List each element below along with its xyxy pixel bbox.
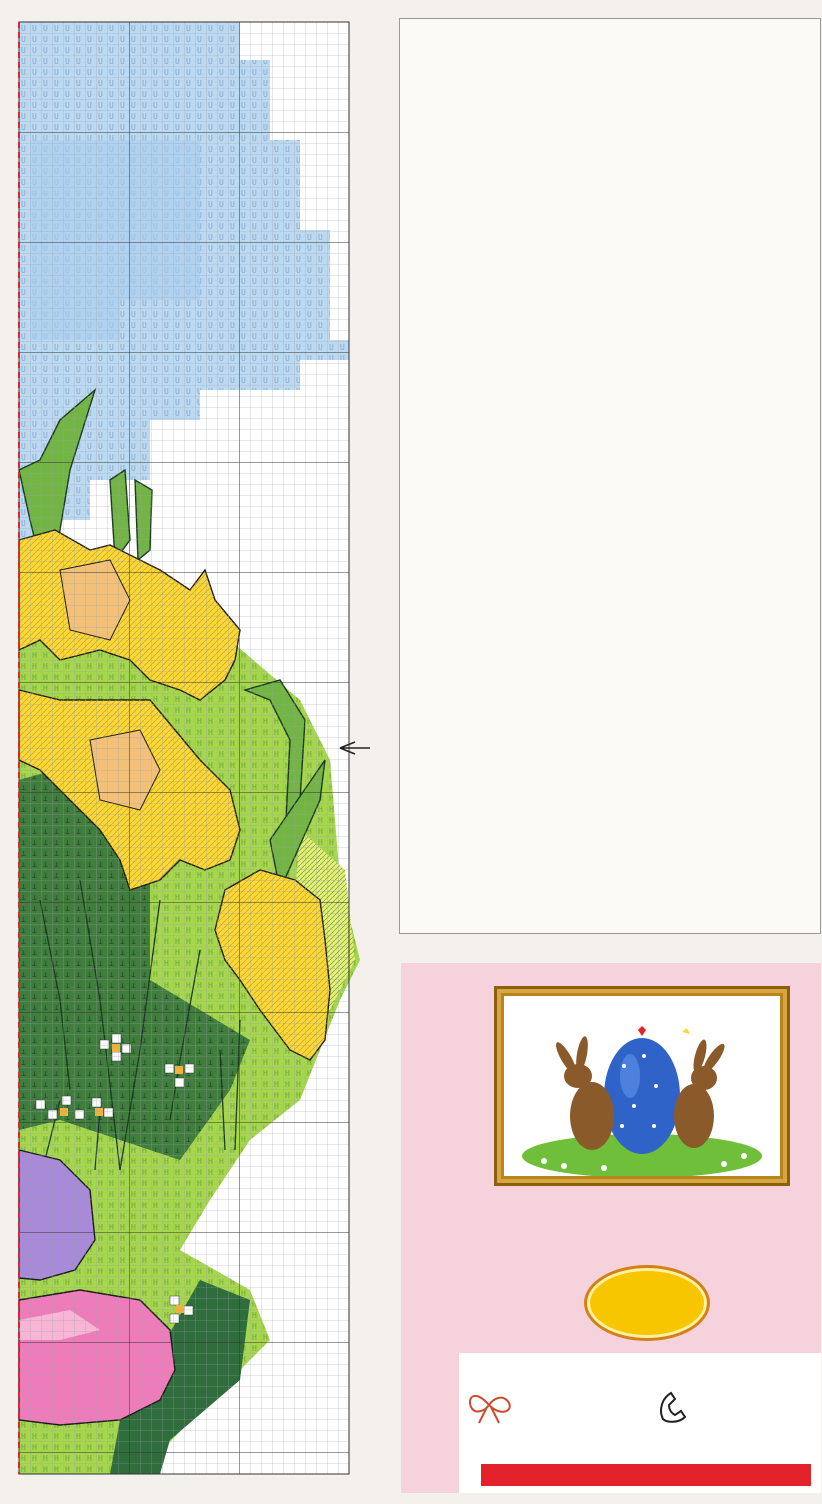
phone-icon	[655, 1389, 689, 1423]
framed-picture	[494, 986, 790, 1186]
order-info-box	[459, 1353, 821, 1493]
coupon-banner	[481, 1464, 811, 1486]
key-header	[400, 27, 820, 75]
bow-icon	[465, 1389, 513, 1425]
color-key-panel	[399, 18, 821, 934]
klub-kokardki-badge[interactable]	[584, 1265, 710, 1341]
advert-panel	[401, 963, 821, 1493]
bunnies-egg-image	[504, 996, 780, 1176]
